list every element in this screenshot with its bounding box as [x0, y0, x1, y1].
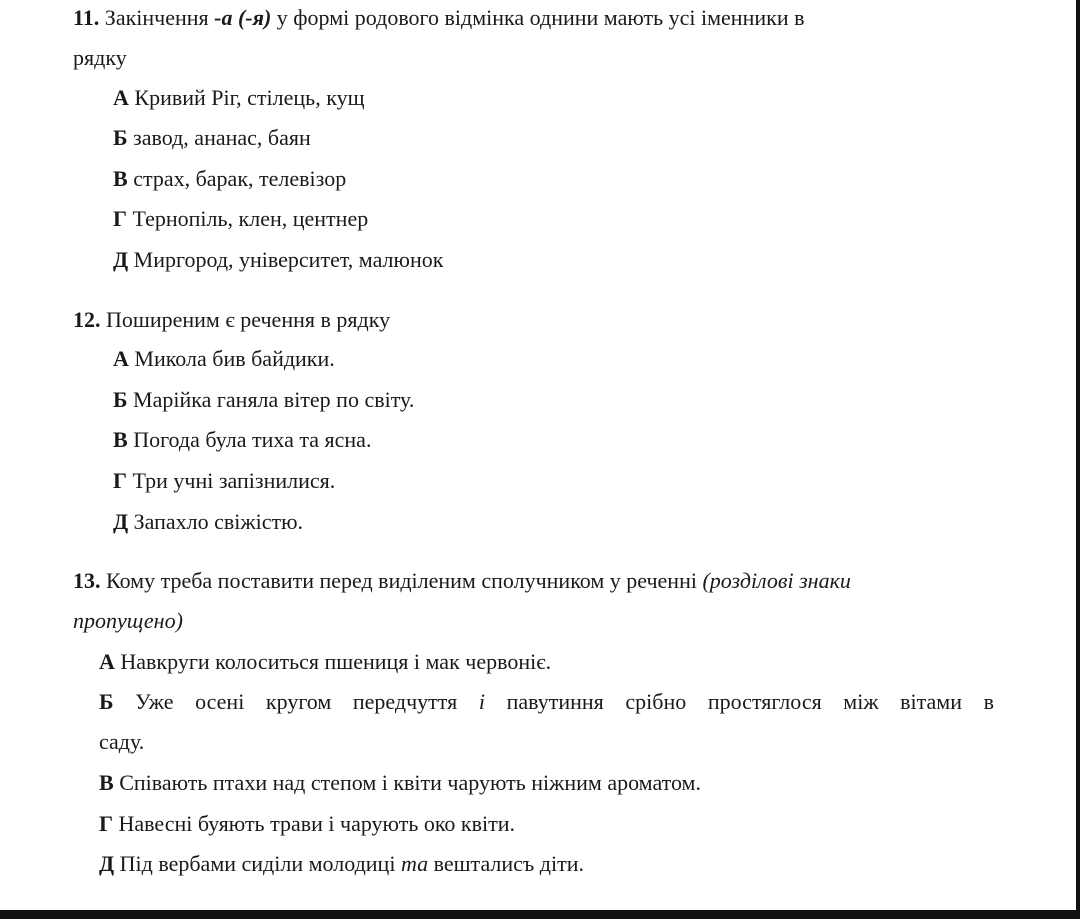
q12-option-d: [113, 461, 335, 501]
question-text: Поширеним є речення в рядку: [100, 307, 391, 332]
ending-highlight: -а (-я): [214, 5, 272, 30]
question-12: [73, 300, 390, 340]
option-text: павутиння срібно простяглося між вітами в: [484, 689, 994, 714]
question-text: Закінчення: [99, 5, 215, 30]
question-note: пропущено): [73, 608, 183, 633]
q13-option-d: [99, 804, 515, 844]
q13-option-c: [99, 763, 701, 803]
option-text: завод, ананас, баян: [127, 125, 311, 150]
option-letter: Д: [99, 851, 115, 876]
question-13-line2: [73, 601, 183, 641]
option-text: Марійка ганяла вітер по світу.: [127, 387, 415, 412]
q11-option-b: [113, 118, 311, 158]
option-text: Кривий Ріг, стілець, кущ: [128, 85, 365, 110]
question-number: 12.: [73, 307, 101, 332]
q13-option-b-line2: саду.: [99, 729, 145, 754]
option-letter: Б: [113, 125, 128, 150]
option-text: вешталисъ діти.: [428, 851, 584, 876]
option-letter: А: [99, 649, 115, 674]
question-number: 11.: [73, 5, 100, 30]
option-text: Тернопіль, клен, центнер: [127, 206, 369, 231]
question-number: 13.: [73, 568, 101, 593]
option-text: Навесні буяють трави і чарують око квіти.: [113, 811, 515, 836]
q12-option-c: [113, 420, 371, 460]
option-text: Миргород, університет, малюнок: [128, 247, 444, 272]
option-text: Микола бив байдики.: [128, 346, 335, 371]
q12-option-e: [113, 502, 303, 542]
option-letter: В: [113, 427, 128, 452]
option-text: Під вербами сиділи молодиці: [114, 851, 401, 876]
question-note: (розділові знаки: [702, 568, 851, 593]
option-text: Запахло свіжістю.: [128, 509, 304, 534]
q11-option-c: [113, 159, 346, 199]
question-13: [73, 561, 851, 601]
q12-option-b: [113, 380, 414, 420]
highlighted-conjunction: і: [478, 689, 485, 714]
option-letter: В: [99, 770, 114, 795]
option-text: страх, барак, телевізор: [127, 166, 347, 191]
question-11-line2: рядку: [73, 45, 127, 70]
q11-option-e: [113, 240, 443, 280]
option-letter: Б: [113, 387, 128, 412]
page-edge-bottom: [0, 910, 1080, 919]
question-text: у формі родового відмінка однини мають усі іменники в: [271, 5, 805, 30]
option-letter: Г: [99, 811, 113, 836]
q13-option-b: [99, 682, 994, 722]
option-text: Уже осені кругом передчуття: [113, 689, 479, 714]
question-text: Кому треба поставити перед виділеним сполучником у реченні: [100, 568, 703, 593]
q13-option-e: [99, 844, 584, 884]
option-text: Навкруги колоситься пшениця і мак червоніє.: [114, 649, 552, 674]
q11-option-a: [113, 78, 365, 118]
option-text: Погода була тиха та ясна.: [127, 427, 372, 452]
option-letter: Г: [113, 468, 127, 493]
q13-option-a: [99, 642, 551, 682]
option-text: Три учні запізнилися.: [127, 468, 336, 493]
highlighted-conjunction: та: [400, 851, 429, 876]
option-letter: Б: [99, 689, 114, 714]
option-letter: Д: [113, 509, 129, 534]
q11-option-d: [113, 199, 368, 239]
option-letter: Г: [113, 206, 127, 231]
question-11: [73, 0, 804, 38]
option-letter: А: [113, 346, 129, 371]
option-letter: А: [113, 85, 129, 110]
option-text: Співають птахи над степом і квіти чарують ніжним ароматом.: [113, 770, 701, 795]
option-letter: Д: [113, 247, 129, 272]
q12-option-a: [113, 339, 335, 379]
page-edge-right: [1076, 0, 1080, 919]
option-letter: В: [113, 166, 128, 191]
